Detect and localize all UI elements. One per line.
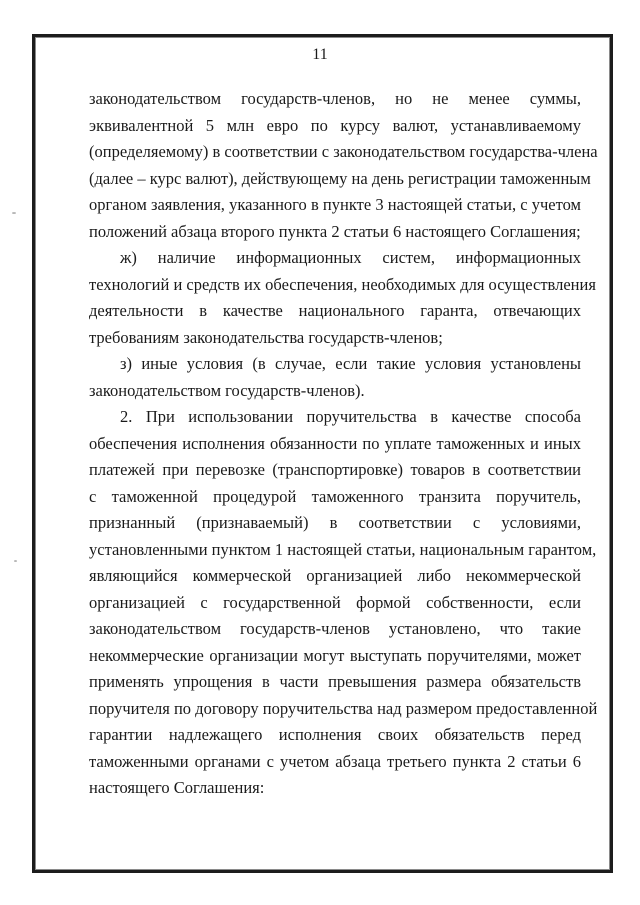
- text-line: организацией с государственной формой собственности, если: [89, 592, 581, 612]
- scan-speck: [12, 212, 16, 214]
- text-line: установленными пунктом 1 настоящей статьи, национальным гарантом,: [89, 539, 597, 559]
- text-line: ж) наличие информационных систем, информационных: [120, 248, 581, 267]
- text-line: обеспечения исполнения обязанности по уплате таможенных и иных: [89, 433, 581, 453]
- text-line: з) иные условия (в случае, если такие условия установлены: [120, 354, 581, 373]
- page-number: 11: [312, 46, 328, 63]
- text-line: являющийся коммерческой организацией либо некоммерческой: [89, 566, 581, 585]
- text-line: платежей при перевозке (транспортировке) товаров в соответствии: [89, 460, 581, 479]
- paragraph: [89, 351, 581, 404]
- paragraph: [89, 245, 596, 351]
- text-line: законодательством государств-членов установлено, что такие: [89, 619, 581, 638]
- scan-speck: [14, 560, 17, 562]
- text-line: поручителя по договору поручительства над размером предоставленной: [89, 698, 598, 718]
- text-line: применять упрощения в части превышения размера обязательств: [89, 672, 581, 691]
- paragraph: [89, 404, 598, 802]
- text-line: гарантии надлежащего исполнения своих обязательств перед: [89, 725, 581, 744]
- text-line: технологий и средств их обеспечения, необходимых для осуществления: [89, 274, 596, 294]
- text-line: признанный (признаваемый) в соответствии с условиями,: [89, 513, 581, 532]
- text-line: требованиям законодательства государств-членов;: [89, 327, 443, 347]
- text-line: законодательством государств-членов).: [89, 380, 365, 400]
- text-line: деятельности в качестве национального гаранта, отвечающих: [89, 301, 581, 320]
- text-line: законодательством государств-членов, но не менее суммы,: [89, 89, 581, 108]
- document-body: [89, 86, 598, 802]
- text-line: эквивалентной 5 млн евро по курсу валют, устанавливаемому: [89, 115, 581, 135]
- text-line: (далее – курс валют), действующему на день регистрации таможенным: [89, 168, 591, 188]
- text-line: (определяемому) в соответствии с законодательством государства-члена: [89, 142, 598, 161]
- text-line: таможенными органами с учетом абзаца третьего пункта 2 статьи 6: [89, 751, 581, 771]
- text-line: настоящего Соглашения:: [89, 778, 265, 797]
- paragraph: [89, 86, 598, 245]
- text-line: 2. При использовании поручительства в качестве способа: [120, 407, 581, 426]
- text-line: органом заявления, указанного в пункте 3 настоящей статьи, с учетом: [89, 195, 581, 214]
- text-line: некоммерческие организации могут выступать поручителями, может: [89, 645, 581, 665]
- text-line: с таможенной процедурой таможенного транзита поручитель,: [89, 486, 581, 506]
- text-line: положений абзаца второго пункта 2 статьи 6 настоящего Соглашения;: [89, 221, 581, 241]
